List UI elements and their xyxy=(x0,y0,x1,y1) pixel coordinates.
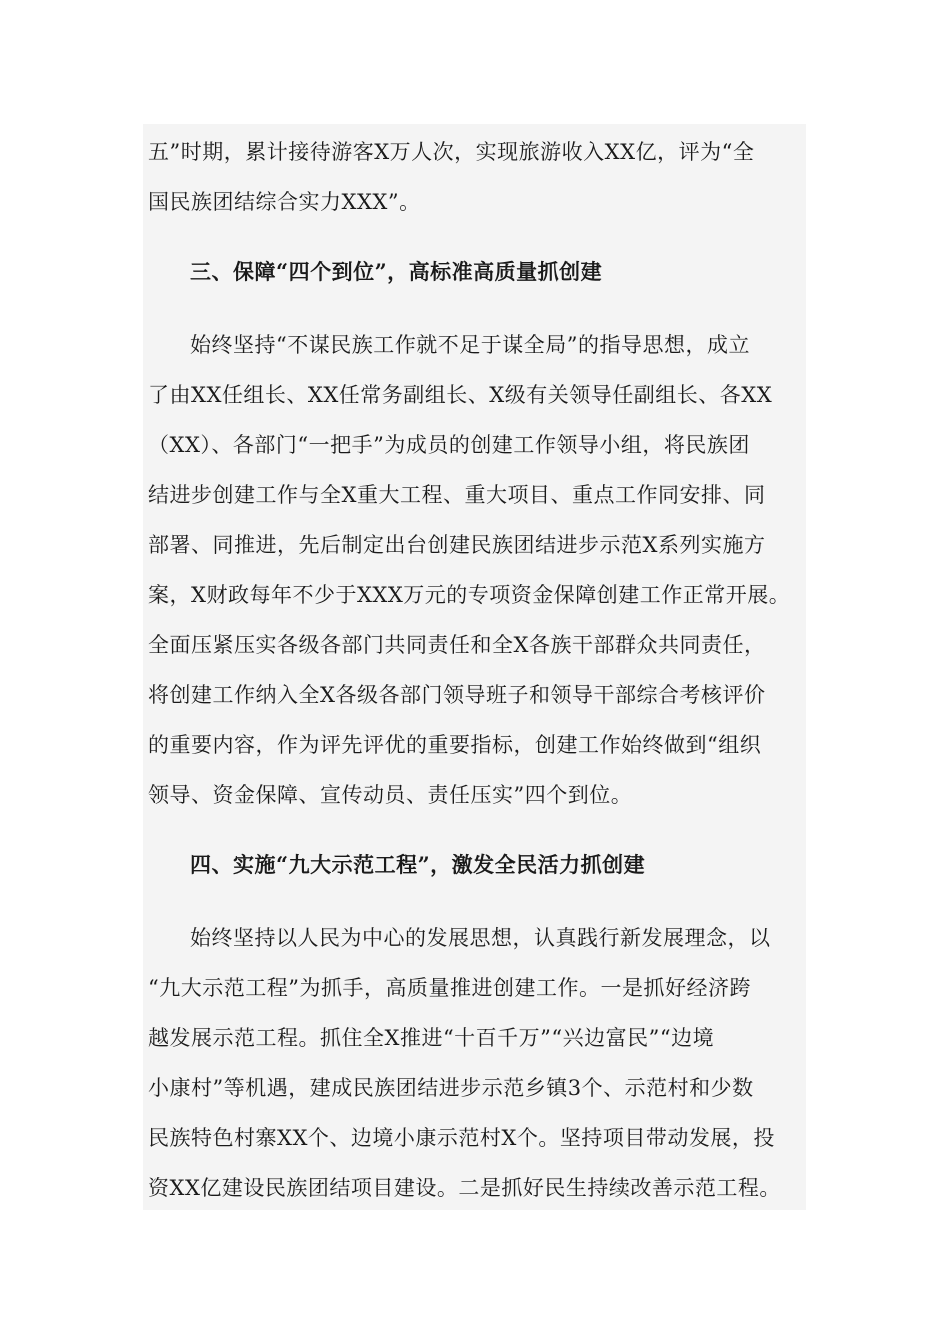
text-line: 部署、同推进，先后制定出台创建民族团结进步示范X系列实施方 xyxy=(148,533,766,557)
text-line: 领导、资金保障、宣传动员、责任压实”四个到位。 xyxy=(148,783,633,807)
text-line: 了由XX任组长、XX任常务副组长、X级有关领导任副组长、各XX xyxy=(148,383,773,407)
paragraph-first-line: 始终坚持“不谋民族工作就不足于谋全局”的指导思想，成立 xyxy=(190,333,750,357)
paragraph-first-line: 始终坚持以人民为中心的发展思想，认真践行新发展理念，以 xyxy=(190,926,771,950)
text-line: 结进步创建工作与全X重大工程、重大项目、重点工作同安排、同 xyxy=(148,483,766,507)
section-heading: 四、实施“九大示范工程”，激发全民活力抓创建 xyxy=(190,852,646,877)
text-line: 小康村”等机遇，建成民族团结进步示范乡镇3个、示范村和少数 xyxy=(148,1076,754,1100)
text-line: 资XX亿建设民族团结项目建设。二是抓好民生持续改善示范工程。 xyxy=(148,1176,781,1200)
text-line: （XX）、各部门“一把手”为成员的创建工作领导小组，将民族团 xyxy=(148,433,750,457)
text-line: 的重要内容，作为评先评优的重要指标，创建工作始终做到“组织 xyxy=(148,733,762,757)
text-line: 五”时期，累计接待游客X万人次，实现旅游收入XX亿，评为“全 xyxy=(148,140,755,164)
text-line: 案，X财政每年不少于XXX万元的专项资金保障创建工作正常开展。 xyxy=(148,583,791,607)
text-line: 越发展示范工程。抓住全X推进“十百千万”“兴边富民”“边境 xyxy=(148,1026,715,1050)
section-heading: 三、保障“四个到位”，高标准高质量抓创建 xyxy=(190,259,603,284)
text-line: “九大示范工程”为抓手，高质量推进创建工作。一是抓好经济跨 xyxy=(148,976,751,1000)
text-line: 将创建工作纳入全X各级各部门领导班子和领导干部综合考核评价 xyxy=(148,683,766,707)
text-line: 全面压紧压实各级各部门共同责任和全X各族干部群众共同责任， xyxy=(148,633,766,657)
text-line: 国民族团结综合实力XXX”。 xyxy=(148,190,421,214)
text-line: 民族特色村寨XX个、边境小康示范村X个。坚持项目带动发展，投 xyxy=(148,1126,775,1150)
